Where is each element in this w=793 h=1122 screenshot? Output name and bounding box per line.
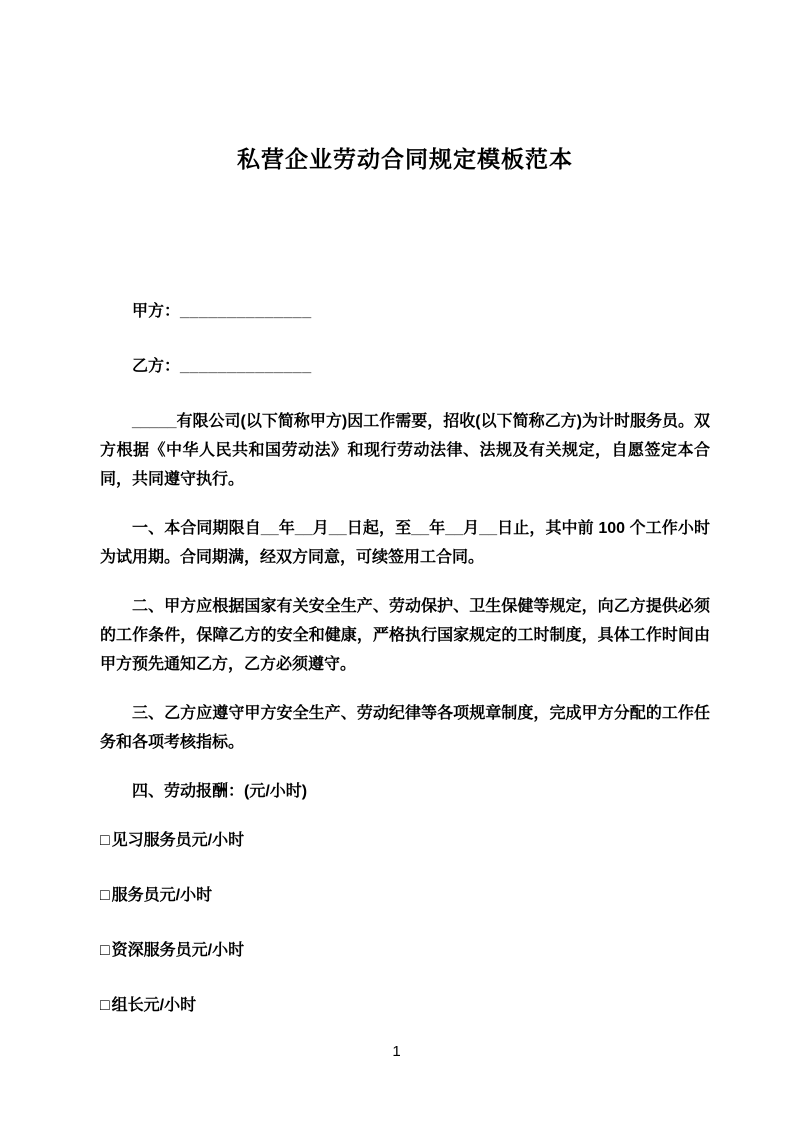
party-b-line [100, 352, 710, 381]
checkbox-icon: □ [100, 942, 110, 959]
party-b-label: 乙方： [132, 358, 181, 375]
page-number: 1 [392, 1043, 401, 1060]
paragraph-intro: _____有限公司(以下简称甲方)因工作需要，招收(以下简称乙方)为计时服务员。双方根据《中华人民共和国劳动法》和现行劳动法律、法规及有关规定，自愿签定本合同，共同遵守执行。 [100, 413, 710, 488]
checkbox-line-trainee [100, 826, 710, 855]
checkbox-icon: □ [100, 832, 110, 849]
party-fields [100, 297, 710, 381]
document-title: 私营企业劳动合同规定模板范本 [237, 146, 573, 172]
paragraph-clause-2: 二、甲方应根据国家有关安全生产、劳动保护、卫生保健等规定，向乙方提供必须的工作条件，保障乙方的安全和健康，严格执行国家规定的工时制度，具体工作时间由甲方预先通知乙方，乙方必须遵守。 [100, 598, 710, 673]
checkbox-label-leader: 组长元/小时 [111, 997, 197, 1014]
checkbox-icon: □ [100, 887, 110, 904]
checkbox-line-leader [100, 991, 710, 1020]
checkbox-label-server: 服务员元/小时 [111, 887, 213, 904]
party-b-blank: ______________ [180, 358, 312, 375]
paragraph-clause-1: 一、本合同期限自__年__月__日起，至__年__月__日止，其中前 100 个工作小时为试用期。合同期满，经双方同意，可续签用工合同。 [100, 520, 710, 566]
checkbox-line-senior-server [100, 936, 710, 965]
checkbox-line-server [100, 881, 710, 910]
party-a-blank: ______________ [180, 303, 312, 320]
paragraph-clause-4: 四、劳动报酬：(元/小时) [132, 783, 308, 800]
checkbox-label-senior-server: 资深服务员元/小时 [111, 942, 245, 959]
party-a-label: 甲方： [132, 303, 181, 320]
party-a-line [100, 297, 710, 326]
paragraph-clause-3: 三、乙方应遵守甲方安全生产、劳动纪律等各项规章制度，完成甲方分配的工作任务和各项考核指标。 [100, 705, 710, 751]
checkbox-label-trainee: 见习服务员元/小时 [111, 832, 245, 849]
checkbox-icon: □ [100, 997, 110, 1014]
